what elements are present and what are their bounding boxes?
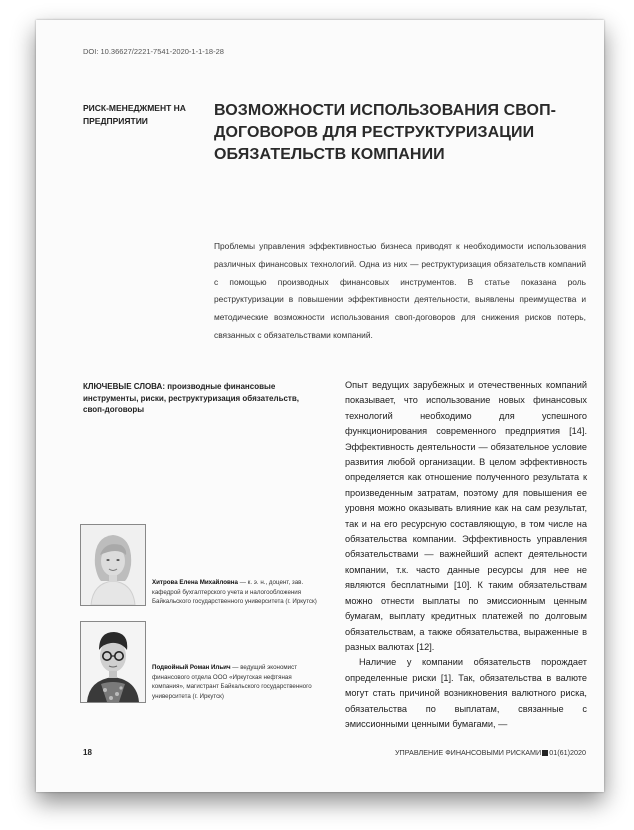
doi: DOI: 10.36627/2221-7541-2020-1-1-18-28 xyxy=(83,47,224,56)
author-info xyxy=(152,578,324,607)
keywords: КЛЮЧЕВЫЕ СЛОВА: производные финансовые инструменты, риски, реструктуризация обязательств, своп-договоры xyxy=(83,382,299,414)
body-paragraph: Опыт ведущих зарубежных и отечественных компаний показывает, что использование новых финансовых технологий необходимо для успешного функционирования современного предприятия [14]. Эффективность деятельности — обязательное условие развития любой организации. В целом эффективность определяется как отношение полученного результата к произведенным затратам, поэтому для повышения ее уровня можно оказывать влияние как на сам результат, так и на его ресурсную составляющую, в том числе на обязательства компании. Эффективность управления обязательствами — важнейший аспект деятельности компании, т.к. часто данные ресурсы для нее не являются бесплатными [10]. К таким обязательствам можно отнести выплаты по эмиссионным ценным бумагам, выплату кредитных платежей по долговым обязательствам, а также обязательства, выраженные в разных валютах [12]. xyxy=(345,380,587,652)
man-portrait-icon xyxy=(81,622,145,702)
author-name: Хитрова Елена Михайловна xyxy=(152,579,238,586)
author-details: — к. э. н., доцент, зав. кафедрой бухгалтерского учета и налогообложения Байкальского государственного университета (г. Иркутск) xyxy=(152,579,317,606)
journal-issue: 01(61)2020 xyxy=(549,748,586,757)
woman-portrait-icon xyxy=(81,525,145,605)
page-number: 18 xyxy=(83,748,92,757)
author-photo-khitrova xyxy=(80,524,146,606)
author-name: Подвойный Роман Ильич xyxy=(152,664,231,671)
author-photo-podvoyny xyxy=(80,621,146,703)
body-paragraph: Наличие у компании обязательств порождает определенные риски [1]. Так, обязательства в валюте могут стать причиной возникновения валютного риска, обязательства по выплатам, связанные с эмиссионными ценными бумагами, — xyxy=(345,657,587,729)
article-body xyxy=(345,378,587,732)
abstract: Проблемы управления эффективностью бизнеса приводят к необходимости использования различных финансовых технологий. Одна из них — реструктуризация обязательств компаний с помощью производных финансовых инструментов. В статье показана роль реструктуризации в повышении эффективности деятельности, выявлены преимущества и методические возможности использования своп-договоров для снижения рисков потерь, связанных с обязательствами компаний. xyxy=(214,241,586,340)
author-details: — ведущий экономист финансового отдела ООО «Иркутская нефтяная компания», магистрант Байкальского государственного университета (г. Иркутск) xyxy=(152,664,312,700)
journal-name: УПРАВЛЕНИЕ ФИНАНСОВЫМИ РИСКАМИ xyxy=(394,748,542,757)
square-separator-icon xyxy=(542,750,548,756)
article-title: ВОЗМОЖНОСТИ ИСПОЛЬЗОВАНИЯ СВОП-ДОГОВОРОВ ДЛЯ РЕСТРУКТУРИЗАЦИИ ОБЯЗАТЕЛЬСТВ КОМПАНИИ xyxy=(214,102,557,163)
running-footer xyxy=(395,748,586,757)
section-rubric: РИСК-МЕНЕДЖМЕНТ НА ПРЕДПРИЯТИИ xyxy=(83,103,186,126)
author-info xyxy=(152,663,324,701)
